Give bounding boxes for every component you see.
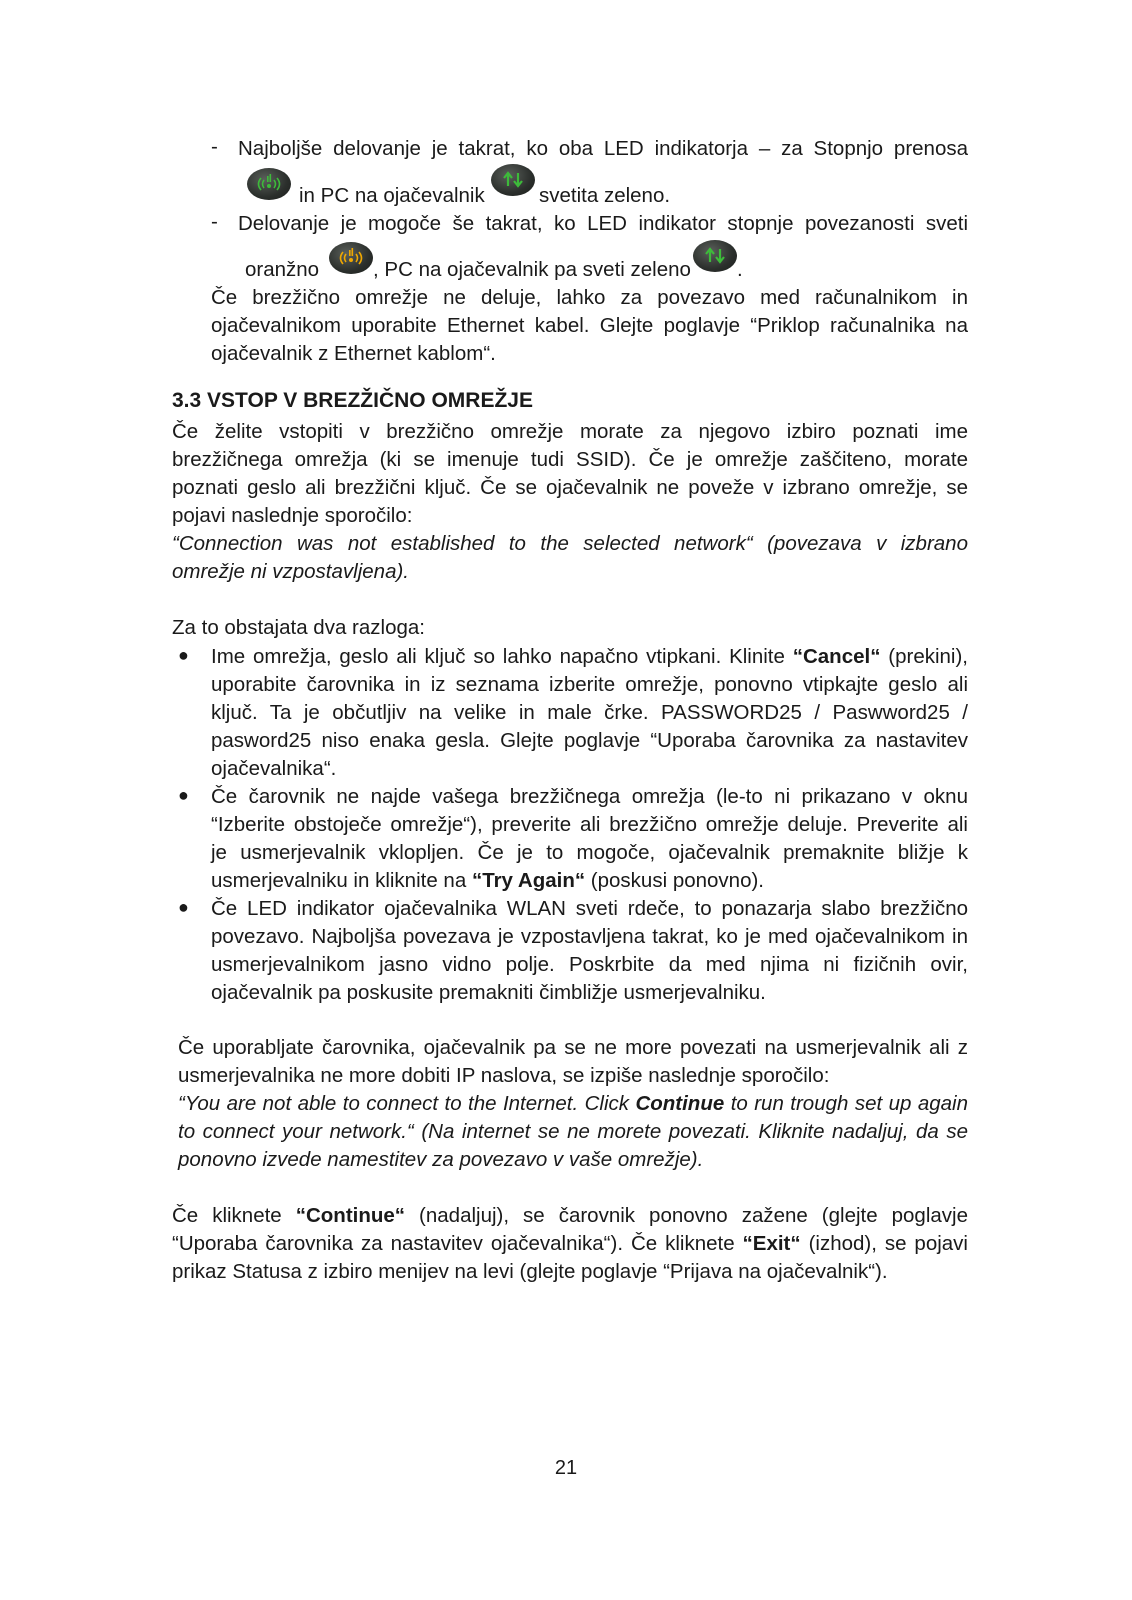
bullet-line: Če LED indikator ojačevalnika WLAN sveti rdeče, to ponazarja slabo brezžično: [211, 897, 968, 920]
paragraph-line: ojačevalnik z Ethernet kablom“.: [211, 342, 496, 365]
list-item-text: oranžno: [245, 258, 320, 281]
page-number: 21: [554, 1457, 578, 1479]
bullet-line: pasword25 niso enaka gesla. Glejte poglavje “Uporaba čarovnika za nastavitev: [211, 729, 968, 752]
list-dash: -: [211, 135, 218, 158]
bullet-line: uporabite čarovnika in iz seznama izberite omrežje, ponovno vtipkajte geslo ali: [211, 673, 968, 696]
bullet-line: ojačevalnika“.: [211, 757, 337, 780]
bullet-icon: ●: [178, 645, 189, 665]
bullet-line: usmerjevalniku in kliknite na “Try Again“ (poskusi ponovno).: [211, 869, 764, 892]
bullet-line: ključ. Ta je občutljiv na velike in male črke. PASSWORD25 / Paswword25 /: [211, 701, 968, 724]
pc-transfer-led-icon: [693, 240, 737, 272]
paragraph-line: “Uporaba čarovnika za nastavitev ojačevalnika“). Če kliknete “Exit“ (izhod), se pojavi: [172, 1232, 968, 1255]
bullet-line: povezavo. Najboljša povezava je vzpostavljena takrat, ko je med ojačevalnikom in: [211, 925, 968, 948]
paragraph-line: Če želite vstopiti v brezžično omrežje morate za njegovo izbiro poznati ime: [172, 420, 968, 443]
wifi-signal-led-icon: [247, 168, 291, 200]
bullet-icon: ●: [178, 897, 189, 917]
message-quote: to connect your network.“ (Na internet se ne morete povezati. Kliknite nadaljuj, da se: [178, 1120, 968, 1143]
bullet-line: Če čarovnik ne najde vašega brezžičnega omrežja (le-to ni prikazano v oknu: [211, 785, 968, 808]
paragraph-line: poznati geslo ali brezžični ključ. Če se ojačevalnik ne poveže v izbrano omrežje, se: [172, 476, 968, 499]
list-dash: -: [211, 210, 218, 233]
list-item-text: , PC na ojačevalnik pa sveti zeleno: [373, 258, 691, 281]
list-item-text: Najboljše delovanje je takrat, ko oba LED indikatorja – za Stopnjo prenosa: [238, 137, 968, 160]
paragraph-line: usmerjevalnika ne more dobiti IP naslova, se izpiše naslednje sporočilo:: [178, 1064, 830, 1087]
paragraph-line: Če uporabljate čarovnika, ojačevalnik pa se ne more povezati na usmerjevalnik ali z: [178, 1036, 968, 1059]
message-quote: “You are not able to connect to the Internet. Click Continue to run trough set up again: [178, 1092, 968, 1115]
bullet-line: Ime omrežja, geslo ali ključ so lahko napačno vtipkani. Klinite “Cancel“ (prekini),: [211, 645, 968, 668]
list-item-text: Delovanje je mogoče še takrat, ko LED indikator stopnje povezanosti sveti: [238, 212, 968, 235]
list-item-text: in PC na ojačevalnik: [299, 184, 485, 207]
list-item-text: svetita zeleno.: [539, 184, 671, 207]
bullet-icon: ●: [178, 785, 189, 805]
bullet-line: usmerjevalnikom jasno vidno polje. Poskrbite da med njima ni fizičnih ovir,: [211, 953, 968, 976]
message-quote: ponovno izvede namestitev za povezavo v vaše omrežje).: [178, 1148, 704, 1171]
paragraph-line: Če brezžično omrežje ne deluje, lahko za povezavo med računalnikom in: [211, 286, 968, 309]
list-item-text: .: [737, 258, 743, 281]
wifi-signal-led-icon: [329, 242, 373, 274]
paragraph-line: ojačevalnikom uporabite Ethernet kabel. Glejte poglavje “Priklop računalnika na: [211, 314, 968, 337]
pc-transfer-led-icon: [491, 164, 535, 196]
message-quote: omrežje ni vzpostavljena).: [172, 560, 409, 583]
section-title: 3.3 VSTOP V BREZŽIČNO OMREŽJE: [172, 389, 533, 412]
paragraph-line: prikaz Statusa z izbiro menijev na levi (glejte poglavje “Prijava na ojačevalnik“).: [172, 1260, 888, 1283]
bullet-line: “Izberite obstoječe omrežje“), preverite ali brezžično omrežje deluje. Preverite ali: [211, 813, 968, 836]
paragraph-line: pojavi naslednje sporočilo:: [172, 504, 413, 527]
paragraph-line: Za to obstajata dva razloga:: [172, 616, 425, 639]
bullet-line: ojačevalnik pa poskusite premakniti čimbližje usmerjevalniku.: [211, 981, 766, 1004]
paragraph-line: brezžičnega omrežja (ki se imenuje tudi SSID). Če je omrežje zaščiteno, morate: [172, 448, 968, 471]
message-quote: “Connection was not established to the selected network“ (povezava v izbrano: [172, 532, 968, 555]
paragraph-line: Če kliknete “Continue“ (nadaljuj), se čarovnik ponovno zažene (glejte poglavje: [172, 1204, 968, 1227]
bullet-line: je usmerjevalnik vklopljen. Če je to mogoče, ojačevalnik premaknite bližje k: [211, 841, 968, 864]
